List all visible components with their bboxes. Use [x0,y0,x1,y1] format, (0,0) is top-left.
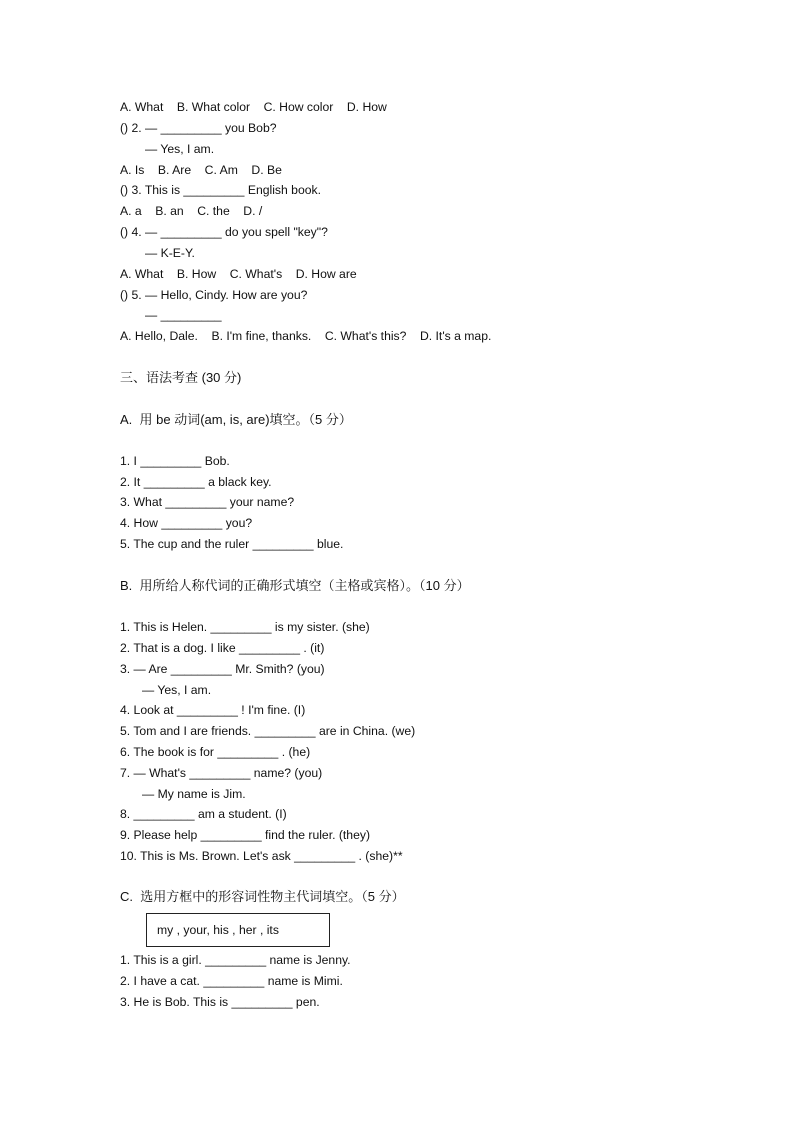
q2-answer-line: — Yes, I am. [145,142,215,156]
part-c-item-1: 1. This is a girl. _________ name is Jenny. [120,953,351,967]
word-box-text: my , your, his , her , its [157,923,279,937]
part-b-item-3: 3. — Are _________ Mr. Smith? (you) [120,662,325,676]
part-c-instructions: C. 选用方框中的形容词性物主代词填空。（5 分） [120,889,405,904]
part-b-item-8: 8. _________ am a student. (I) [120,807,287,821]
part-c-item-3: 3. He is Bob. This is _________ pen. [120,995,320,1009]
part-b-item-1: 1. This is Helen. _________ is my sister. (she) [120,620,370,634]
part-a-instructions: A. 用 be 动词(am, is, are)填空。（5 分） [120,412,352,427]
part-b-item-10: 10. This is Ms. Brown. Let's ask _________ . (she)** [120,849,403,863]
q1-options: A. What B. What color C. How color D. How [120,100,387,114]
part-b-item-9: 9. Please help _________ find the ruler. (they) [120,828,371,842]
part-a-item-3: 3. What _________ your name? [120,495,295,509]
part-b-item-5: 5. Tom and I are friends. _________ are in China. (we) [120,724,416,738]
q5-answer-line: — _________ [145,308,222,322]
q2-options: A. Is B. Are C. Am D. Be [120,163,282,177]
part-a-item-4: 4. How _________ you? [120,516,253,530]
q5-question: () 5. — Hello, Cindy. How are you? [120,288,308,302]
part-b-item-4: 4. Look at _________ ! I'm fine. (I) [120,703,306,717]
q3-question: () 3. This is _________ English book. [120,183,321,197]
part-a-item-1: 1. I _________ Bob. [120,454,230,468]
part-b-item-3-answer: — Yes, I am. [142,683,212,697]
part-b-item-7-answer: — My name is Jim. [142,787,246,801]
part-c-item-2: 2. I have a cat. _________ name is Mimi. [120,974,343,988]
q4-answer-line: — K-E-Y. [145,246,195,260]
q2-question: () 2. — _________ you Bob? [120,121,277,135]
part-b-item-2: 2. That is a dog. I like _________ . (it) [120,641,325,655]
word-box [146,913,330,947]
q4-question: () 4. — _________ do you spell "key"? [120,225,328,239]
part-a-item-5: 5. The cup and the ruler _________ blue. [120,537,344,551]
q5-options: A. Hello, Dale. B. I'm fine, thanks. C. What's this? D. It's a map. [120,329,492,343]
part-b-item-6: 6. The book is for _________ . (he) [120,745,311,759]
part-b-instructions: B. 用所给人称代词的正确形式填空（主格或宾格）。（10 分） [120,578,470,593]
part-a-item-2: 2. It _________ a black key. [120,475,272,489]
q4-options: A. What B. How C. What's D. How are [120,267,357,281]
part-b-item-7: 7. — What's _________ name? (you) [120,766,323,780]
q3-options: A. a B. an C. the D. / [120,204,263,218]
section-three-heading: 三、语法考查 (30 分) [120,370,242,385]
